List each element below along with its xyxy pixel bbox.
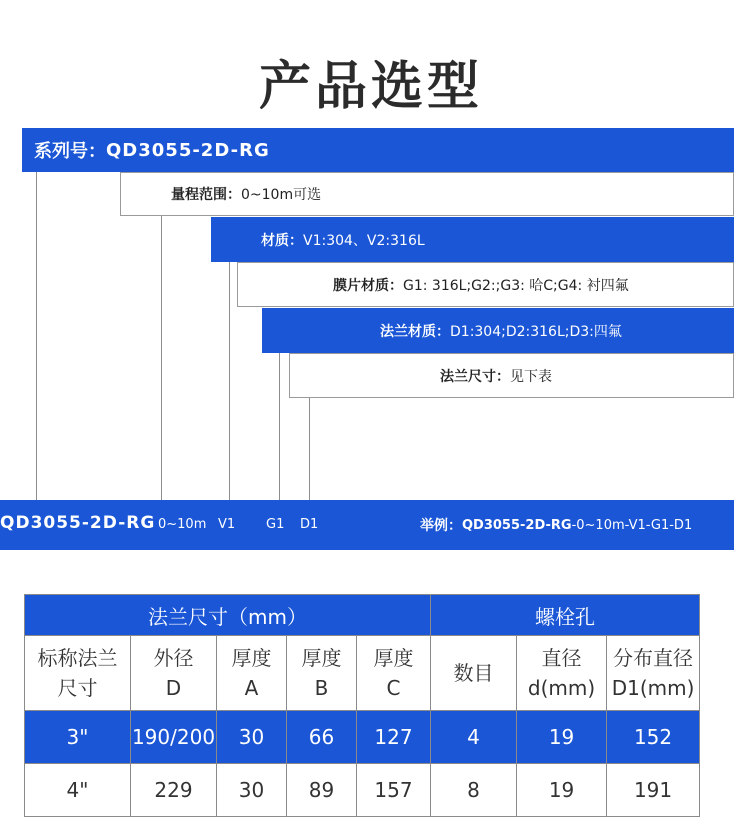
connector-line bbox=[279, 353, 280, 500]
col-header: 分布直径 D1(mm) bbox=[607, 636, 700, 711]
table-cell: 191 bbox=[607, 764, 700, 817]
table-row bbox=[25, 711, 700, 764]
material-value: V1:304、V2:316L bbox=[303, 232, 425, 249]
option-row-diaphragm bbox=[237, 262, 734, 307]
group-header-bolt: 螺栓孔 bbox=[431, 595, 700, 636]
col-header: 厚度 B bbox=[287, 636, 357, 711]
connector-line bbox=[161, 216, 162, 500]
diaphragm-value: G1: 316L;G2:;G3: 哈C;G4: 衬四氟 bbox=[403, 277, 629, 294]
group-header-flange: 法兰尺寸（mm） bbox=[25, 595, 431, 636]
material-label: 材质： bbox=[261, 232, 303, 249]
col-header: 厚度 A bbox=[217, 636, 287, 711]
table-cell: 4" bbox=[25, 764, 131, 817]
table-cell: 19 bbox=[517, 764, 607, 817]
flange-material-label: 法兰材质： bbox=[380, 323, 450, 340]
code-range: 0~10m bbox=[158, 517, 207, 532]
series-value: QD3055-2D-RG bbox=[106, 139, 270, 161]
table-cell: 8 bbox=[431, 764, 517, 817]
code-bar bbox=[0, 500, 734, 550]
code-diaphragm: G1 bbox=[266, 517, 285, 532]
diaphragm-label: 膜片材质： bbox=[333, 277, 403, 294]
option-row-material bbox=[211, 217, 734, 262]
table-cell: 89 bbox=[287, 764, 357, 817]
table-group-header bbox=[25, 595, 700, 636]
option-row-range bbox=[120, 172, 734, 216]
table-cell: 229 bbox=[131, 764, 217, 817]
page-title: 产品选型 bbox=[258, 57, 483, 117]
connector-line bbox=[309, 398, 310, 500]
table-cell: 30 bbox=[217, 711, 287, 764]
example-label: 举例： bbox=[420, 518, 462, 534]
col-header: 厚度 C bbox=[357, 636, 431, 711]
option-row-flange-size bbox=[289, 353, 734, 398]
range-label: 量程范围： bbox=[171, 187, 241, 203]
flange-size-value: 见下表 bbox=[510, 368, 552, 385]
flange-material-value: D1:304;D2:316L;D3:四氟 bbox=[450, 323, 622, 340]
col-header: 外径 D bbox=[131, 636, 217, 711]
col-header: 标称法兰 尺寸 bbox=[25, 636, 131, 711]
connector-line bbox=[36, 172, 37, 500]
series-bar bbox=[22, 128, 734, 172]
col-header: 直径 d(mm) bbox=[517, 636, 607, 711]
connector-line bbox=[229, 262, 230, 500]
table-row bbox=[25, 764, 700, 817]
table-cell: 30 bbox=[217, 764, 287, 817]
example-text bbox=[420, 515, 692, 535]
code-model: QD3055-2D-RG bbox=[0, 513, 156, 533]
code-material: V1 bbox=[218, 517, 236, 532]
flange-size-label: 法兰尺寸： bbox=[440, 368, 510, 385]
col-header: 数目 bbox=[431, 636, 517, 711]
flange-size-table bbox=[24, 594, 700, 817]
table-column-header bbox=[25, 636, 700, 711]
option-row-flange-material bbox=[262, 308, 734, 353]
code-flange: D1 bbox=[300, 517, 319, 532]
example-model: QD3055-2D-RG bbox=[462, 517, 572, 533]
table-cell: 19 bbox=[517, 711, 607, 764]
table-cell: 3" bbox=[25, 711, 131, 764]
table-cell: 157 bbox=[357, 764, 431, 817]
table-cell: 152 bbox=[607, 711, 700, 764]
range-value: 0~10m可选 bbox=[241, 187, 322, 203]
table-cell: 66 bbox=[287, 711, 357, 764]
example-suffix: -0~10m-V1-G1-D1 bbox=[571, 517, 693, 533]
table-cell: 4 bbox=[431, 711, 517, 764]
table-cell: 190/200 bbox=[131, 711, 217, 764]
table-cell: 127 bbox=[357, 711, 431, 764]
series-label: 系列号： bbox=[34, 141, 106, 162]
